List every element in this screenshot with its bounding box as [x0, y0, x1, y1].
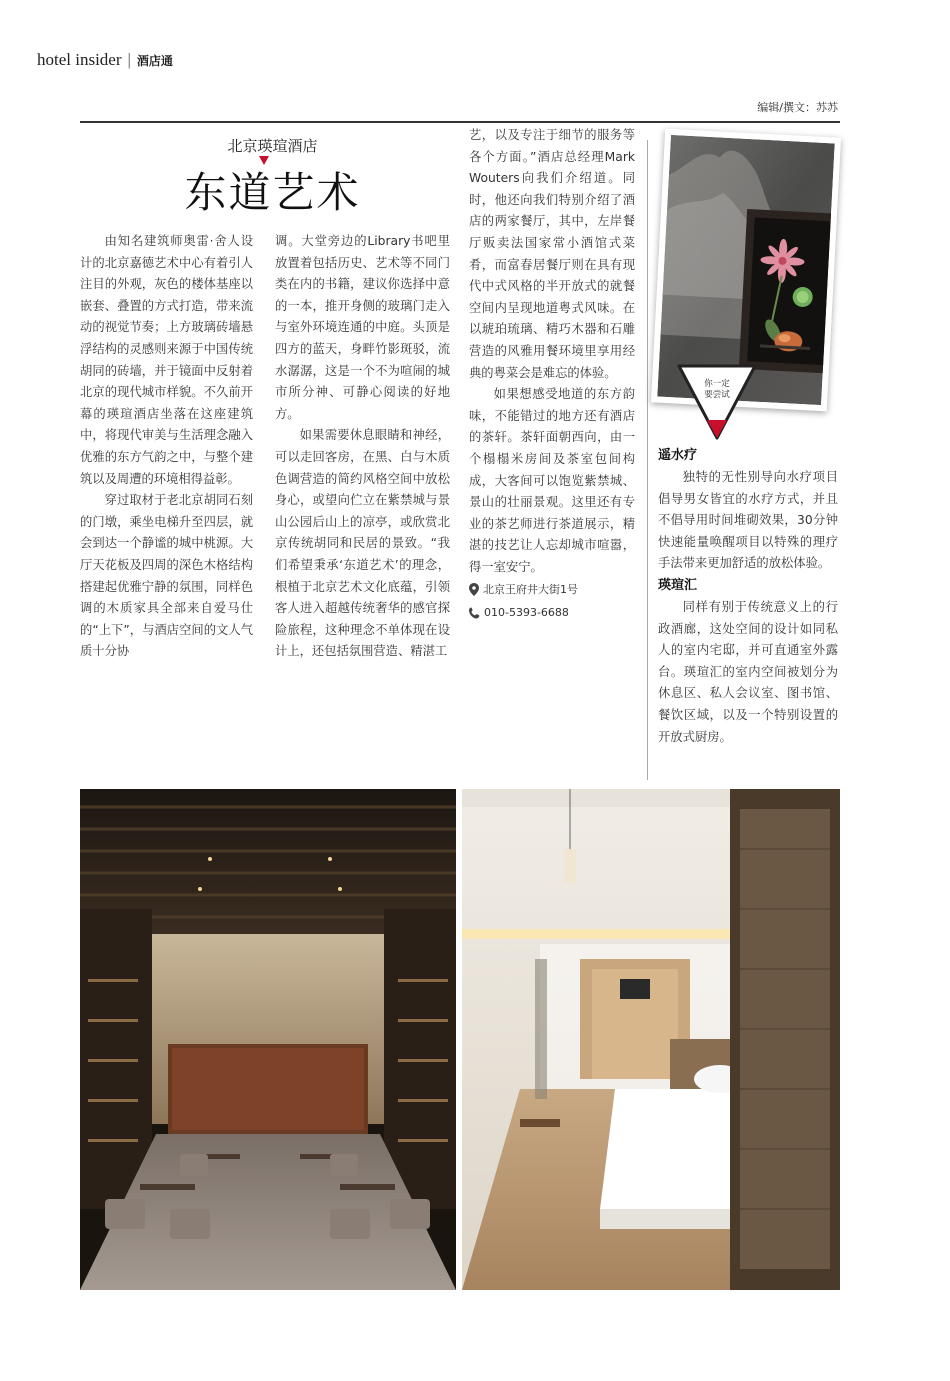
badge-label-line-1: 你一定 — [704, 379, 730, 389]
club-text: 同样有别于传统意义上的行政酒廊，这处空间的设计如同私人的室内宅邸，并可直通室外露台。瑛瑄汇的室内空间被划分为休息区、私人会议室、图书馆、餐饮区域，以及一个特别设置的开放式厨房。 — [658, 599, 838, 744]
phone-text: 010-5393-6688 — [484, 606, 569, 620]
text-column-3 — [469, 125, 635, 624]
magazine-header — [37, 50, 173, 70]
text-column-2 — [275, 231, 450, 663]
paragraph: 调。大堂旁边的Library书吧里放置着包括历史、艺术等不同门类在内的书籍，建议你选择中意的一本，推开身侧的玻璃门走入与室外环境连通的中庭。头顶是四方的蓝天，身畔竹影斑驳，流水潺潺，这是一个不为喧闹的城市所分神、可静心阅读的好地方。 — [275, 234, 450, 421]
phone-icon — [469, 607, 480, 619]
section-name: 酒店通 — [136, 54, 173, 68]
address-line — [469, 578, 635, 601]
paragraph: 穿过取材于老北京胡同石刻的门墩，乘坐电梯升至四层，就会到达一个静谧的城中桃源。大厅天花板及四周的深色木格结构搭建起优雅宁静的氛围，同样色调的木质家具全部来自爱马仕的“上下”，与酒店空间的文人气质十分协 — [80, 493, 253, 659]
article-subtitle: 北京瑛瑄酒店 — [227, 137, 318, 155]
column-divider — [647, 140, 648, 780]
top-rule — [80, 121, 840, 123]
header-separator: | — [127, 50, 131, 69]
address-text: 北京王府井大街1号 — [483, 583, 578, 597]
paragraph: 如果需要休息眼睛和神经，可以走回客房，在黑、白与木质色调营造的简约风格空间中放松身心，或望向伫立在紫禁城与景山公园后山上的凉亭，或欣赏北京传统胡同和民居的景致。“我们希望秉承‘东道艺术’的理念，根植于北京艺术文化底蕴，引领客人进入超越传统奢华的感官探险旅程，这种理念不单体现在设计上，还包括氛围营造、精湛工 — [275, 428, 450, 659]
author-credit: 编辑/撰文：苏苏 — [757, 101, 838, 114]
paragraph: 艺，以及专注于细节的服务等各个方面。”酒店总经理Mark Wouters向我们介绍道。同时，他还向我们特别介绍了酒店的两家餐厅，其中，左岸餐厅贩卖法国家常小酒馆式菜肴，而富春居餐厅则在具有现代中式风格的半开放式的就餐空间内呈现地道粤式风味。在以琥珀琉璃、精巧木器和石雕营造的风雅用餐环境里享用经典的粤菜会是难忘的体验。 — [469, 128, 635, 380]
phone-line — [469, 601, 635, 624]
hotel-photos — [80, 789, 840, 1290]
guestroom-photo — [462, 789, 840, 1290]
spa-heading: 遥水疗 — [658, 448, 698, 463]
brand-name: hotel insider — [37, 50, 122, 69]
lobby-photo — [80, 789, 456, 1290]
text-column-1 — [80, 231, 253, 663]
club-heading: 瑛瑄汇 — [658, 577, 698, 593]
article-title: 东道艺术 — [184, 168, 361, 217]
location-pin-icon — [469, 583, 479, 596]
paragraph: 如果想感受地道的东方韵味，不能错过的地方还有酒店的茶轩。茶轩面朝西向，由一个榻榻米房间及茶室包间构成，大客间可以饱览紫禁城、景山的壮丽景观。这里还有专业的茶艺师进行茶道展示，精湛的技艺让人忘却城市喧嚣，得一室安宁。 — [469, 387, 635, 574]
badge-label-line-2: 要尝试 — [704, 390, 730, 400]
paragraph: 由知名建筑师奥雷·舍人设计的北京嘉德艺术中心有着引人注目的外观，灰色的楼体基座以嵌套、叠置的方式打造，带来流动的视觉节奏；上方玻璃砖墙悬浮结构的灵感则来源于中国传统胡同的砖墙，并于镜面中反射着北京的现代城市样貌。不久前开幕的瑛瑄酒店坐落在这座建筑中，将现代审美与生活理念融入优雅的东方气韵之中，与整个建筑以及周遭的环境相得益彰。 — [80, 234, 253, 486]
must-try-badge — [677, 362, 757, 444]
spa-text: 独特的无性别导向水疗项目倡导男女皆宜的水疗方式，并且不倡导用时间堆砌效果，30分钟快速能量唤醒项目以特殊的理疗手法带来更加舒适的放松体验。 — [658, 470, 838, 571]
sidebar-column — [658, 448, 838, 748]
